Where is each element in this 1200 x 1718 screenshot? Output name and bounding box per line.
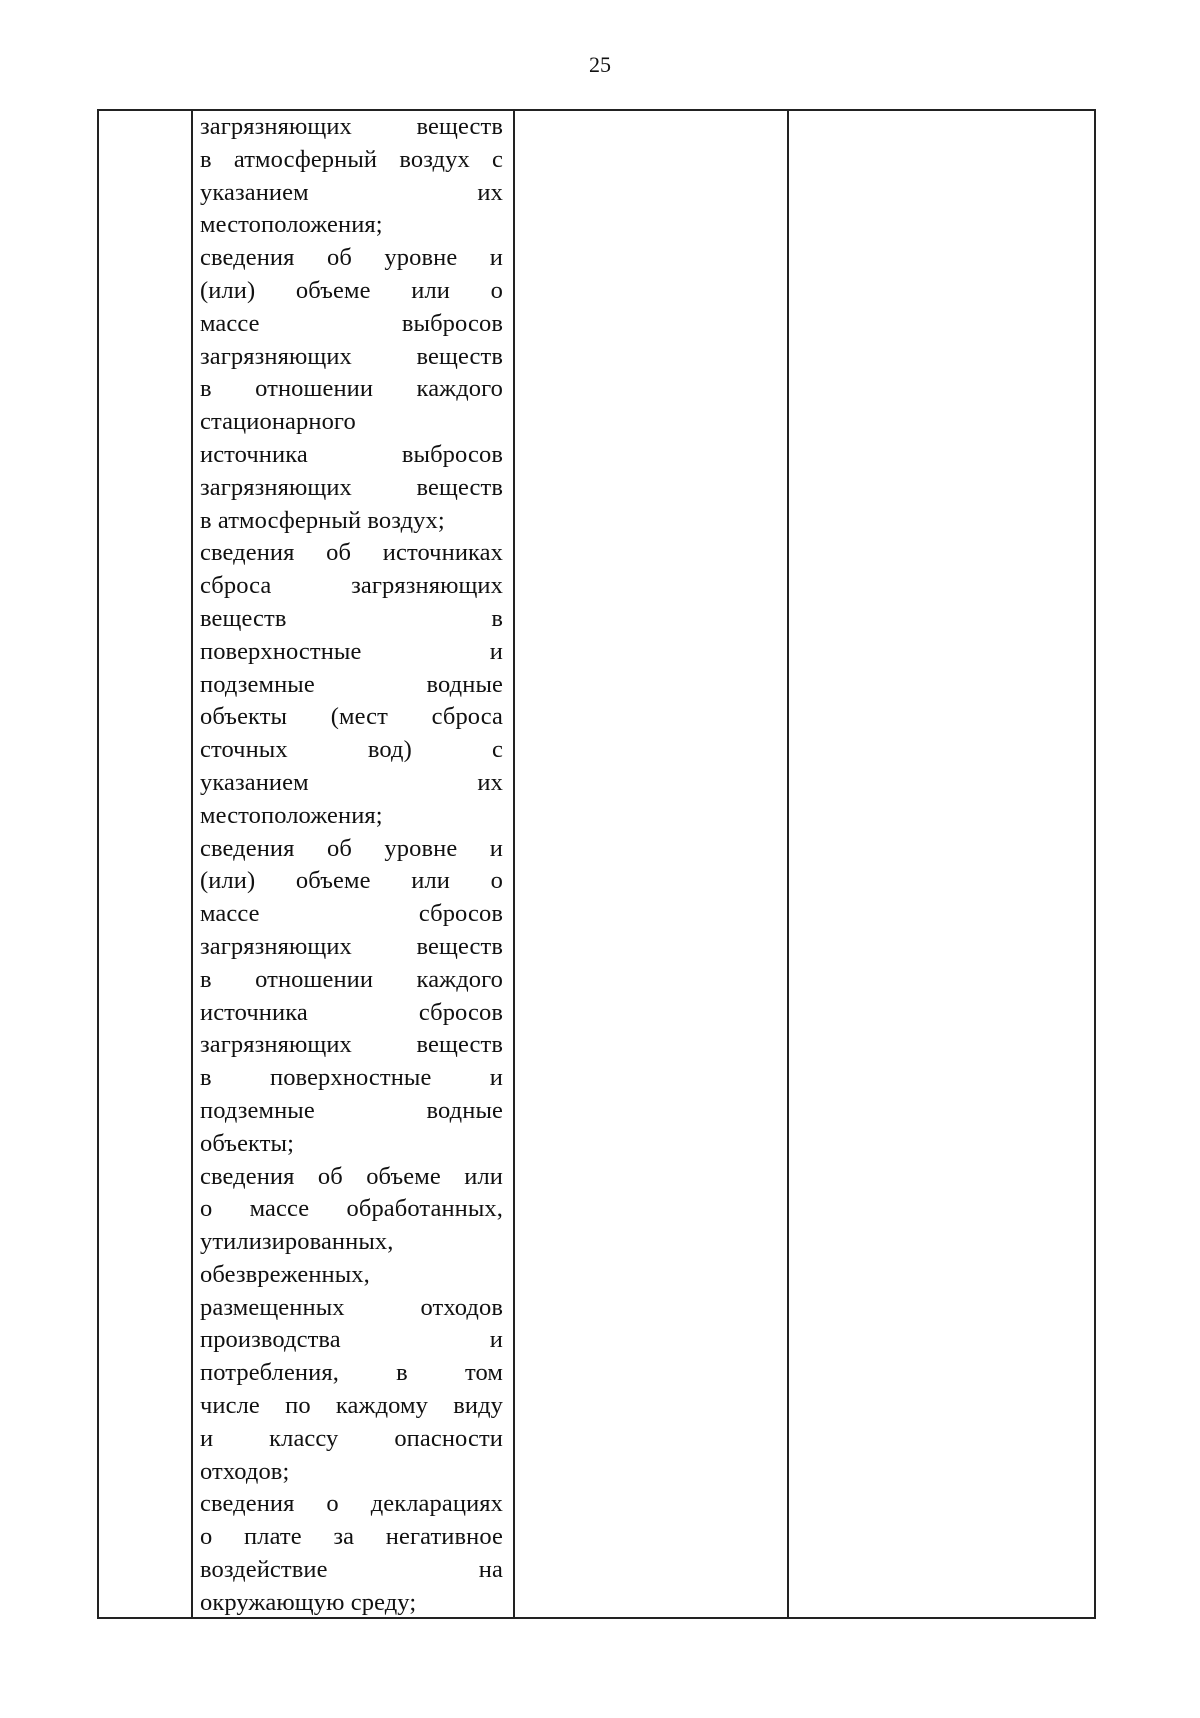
table-cell-number	[99, 111, 193, 1617]
text-line: массе выбросов	[200, 309, 503, 337]
text-line: сведения об уровне и	[200, 834, 503, 862]
text-line: источника сбросов	[200, 998, 503, 1026]
text-line: местоположения;	[200, 211, 383, 239]
text-line: (или) объеме или о	[200, 276, 503, 304]
text-line: поверхностные и	[200, 637, 503, 665]
text-line: местоположения;	[200, 801, 383, 829]
text-line: указанием их	[200, 178, 503, 206]
text-line: объекты;	[200, 1129, 295, 1157]
text-line: утилизированных,	[200, 1228, 394, 1256]
table-cell-empty-2	[787, 111, 1094, 1617]
text-line: загрязняющих веществ	[200, 342, 503, 370]
text-line: обезвреженных,	[200, 1260, 370, 1288]
text-line: окружающую среду;	[200, 1588, 417, 1616]
text-line: числе по каждому виду	[200, 1392, 503, 1420]
text-line: о плате за негативное	[200, 1523, 503, 1551]
text-line: сведения об уровне и	[200, 244, 503, 272]
text-line: в отношении каждого	[200, 375, 503, 403]
table-cell-empty-1	[513, 111, 789, 1617]
text-line: сточных вод) с	[200, 736, 503, 764]
text-line: в отношении каждого	[200, 965, 503, 993]
text-line: в атмосферный воздух;	[200, 506, 445, 534]
document-table	[97, 109, 1096, 1619]
text-line: веществ в	[200, 604, 503, 632]
text-line: в атмосферный воздух с	[200, 145, 503, 173]
text-line: указанием их	[200, 768, 503, 796]
text-line: размещенных отходов	[200, 1293, 503, 1321]
text-line: подземные водные	[200, 1096, 503, 1124]
text-line: объекты (мест сброса	[200, 703, 503, 731]
text-line: (или) объеме или о	[200, 867, 503, 895]
text-line: потребления, в том	[200, 1359, 503, 1387]
text-line: производства и	[200, 1326, 503, 1354]
text-line: стационарного	[200, 408, 356, 436]
text-line: сброса загрязняющих	[200, 572, 503, 600]
text-line: массе сбросов	[200, 900, 503, 928]
text-line: загрязняющих веществ	[200, 932, 503, 960]
text-line: отходов;	[200, 1457, 290, 1485]
text-line: сведения об источниках	[200, 539, 503, 567]
text-line: загрязняющих веществ	[200, 113, 503, 140]
text-line: о массе обработанных,	[200, 1195, 503, 1223]
text-line: в поверхностные и	[200, 1064, 503, 1092]
table-cell-text	[200, 111, 503, 1620]
text-line: загрязняющих веществ	[200, 1031, 503, 1059]
text-line: и классу опасности	[200, 1424, 503, 1452]
text-line: сведения о декларациях	[200, 1490, 503, 1518]
text-line: источника выбросов	[200, 440, 503, 468]
text-line: загрязняющих веществ	[200, 473, 503, 501]
text-line: сведения об объеме или	[200, 1162, 503, 1190]
text-line: воздействие на	[200, 1556, 503, 1584]
page-number: 25	[589, 52, 611, 77]
text-line: подземные водные	[200, 670, 503, 698]
